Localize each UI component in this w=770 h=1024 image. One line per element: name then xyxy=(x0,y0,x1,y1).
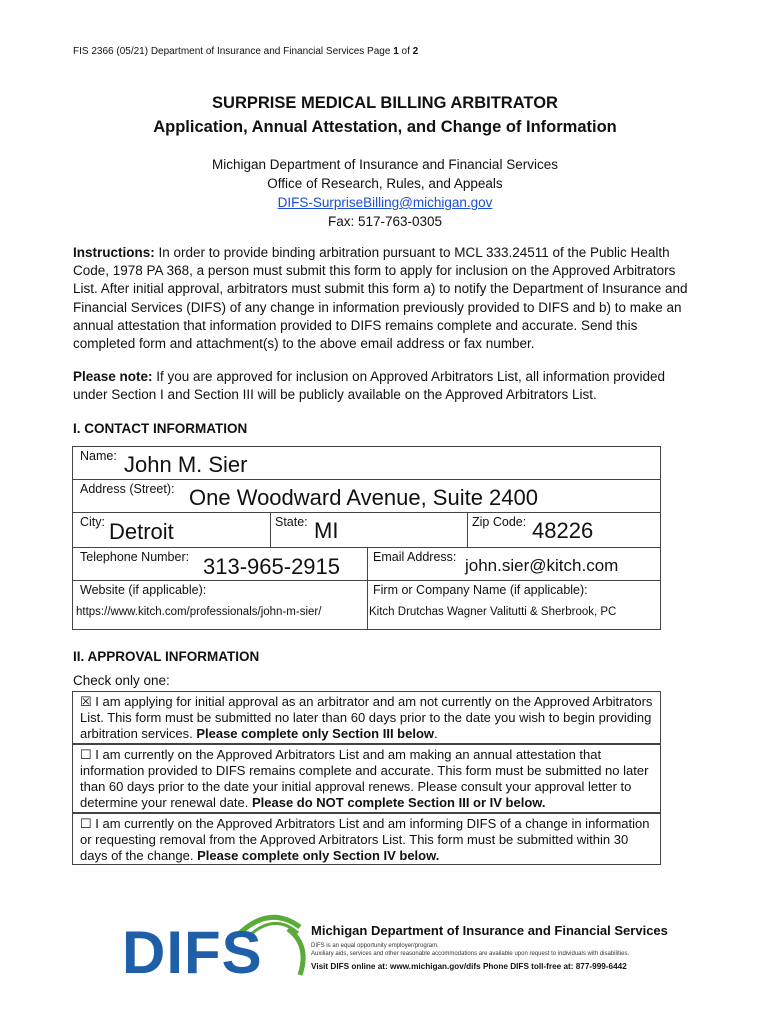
note-paragraph xyxy=(73,368,693,404)
footer-department-name: Michigan Department of Insurance and Financial Services xyxy=(311,923,668,938)
instructions-label: Instructions: xyxy=(73,245,155,260)
agency-email-link[interactable]: DIFS-SurpriseBilling@michigan.gov xyxy=(277,195,493,210)
website-field[interactable]: https://www.kitch.com/professionals/john-m-sier/ xyxy=(76,606,322,618)
city-field[interactable]: Detroit xyxy=(109,519,174,544)
agency-block xyxy=(0,155,770,231)
option-text: I am applying for initial approval as an arbitrator and am not currently on the Approved Arbitrators List. This form must be submitted no later than 60 days prior to the date you wish to begin providing arbitration services. xyxy=(80,694,653,741)
name-label: Name: xyxy=(80,449,117,463)
logo-green-arc xyxy=(288,929,303,975)
table-row-divider xyxy=(73,479,660,480)
page-number: 1 xyxy=(393,46,399,57)
state-label: State: xyxy=(275,515,308,529)
footer-eoe-text: DIFS is an equal opportunity employer/program. xyxy=(311,943,439,949)
phone-label: Telephone Number: xyxy=(80,550,190,564)
city-label: City: xyxy=(80,515,105,529)
zip-label: Zip Code: xyxy=(472,515,527,529)
option-text: I am currently on the Approved Arbitrators List and am informing DIFS of a change in information or requesting removal from the Approved Arbitrators List. This form must be submitted within 30 days of the change. xyxy=(80,816,650,863)
section-2-heading: II. APPROVAL INFORMATION xyxy=(73,649,260,664)
page-of: of xyxy=(398,46,413,57)
agency-fax: Fax: 517-763-0305 xyxy=(327,214,443,229)
zip-field[interactable]: 48226 xyxy=(532,518,594,543)
contact-information-table xyxy=(72,446,661,630)
form-title: SURPRISE MEDICAL BILLING ARBITRATOR xyxy=(212,94,558,112)
note-text: If you are approved for inclusion on Approved Arbitrators List, all information provided under Section I and Section III will be publicly available on the Approved Arbitrators List. xyxy=(73,369,666,403)
approval-option-change xyxy=(72,813,661,865)
footer-visit-text: Visit DIFS online at: www.michigan.gov/difs Phone DIFS toll-free at: 877-999-6442 xyxy=(311,962,627,971)
website-label: Website (if applicable): xyxy=(80,583,207,597)
check-only-one-label: Check only one: xyxy=(73,673,170,688)
table-col-divider xyxy=(270,512,271,547)
instructions-text: In order to provide binding arbitration pursuant to MCL 333.24511 of the Public Health Code, 1978 PA 368, a person must submit this form to apply for inclusion on the Approved Arbitrators List. After initial approval, arbitrators must submit this form a) to notify the Department of Insurance and Financial Services (DIFS) of any change in information previously provided to DIFS and b) to make an annual attestation that information provided to DIFS remains complete and accurate. Send this completed form and attachment(s) to the above email address or fax number. xyxy=(73,245,688,352)
section-1-heading: I. CONTACT INFORMATION xyxy=(73,421,248,436)
change-of-information-checkbox[interactable]: ☐ xyxy=(80,816,92,831)
agency-name: Michigan Department of Insurance and Financial Services xyxy=(212,157,558,172)
firm-label: Firm or Company Name (if applicable): xyxy=(373,583,588,597)
note-label: Please note: xyxy=(73,369,153,384)
difs-logo-text: DIFS xyxy=(122,919,263,986)
option-text: I am currently on the Approved Arbitrators List and am making an annual attestation that information provided to DIFS remains complete and accurate. This form must be submitted no later than 60 days prior to the date your initial approval renews. Please consult your approval letter to determine your renewal date. xyxy=(80,747,649,810)
approval-option-initial xyxy=(72,691,661,744)
initial-approval-checkbox[interactable]: ☒ xyxy=(80,694,92,709)
address-field[interactable]: One Woodward Avenue, Suite 2400 xyxy=(189,485,538,510)
form-subtitle: Application, Annual Attestation, and Change of Information xyxy=(153,118,617,136)
annual-attestation-checkbox[interactable]: ☐ xyxy=(80,747,92,762)
phone-field[interactable]: 313-965-2915 xyxy=(203,554,341,579)
form-id-text: FIS 2366 (05/21) Department of Insurance and Financial Services Page xyxy=(73,46,394,57)
name-field[interactable]: John M. Sier xyxy=(124,452,248,477)
approval-option-annual xyxy=(72,744,661,813)
table-col-divider xyxy=(367,547,368,630)
table-row-divider xyxy=(73,512,660,513)
firm-field[interactable]: Kitch Drutchas Wagner Valitutti & Sherbrook, PC xyxy=(369,606,617,618)
form-header-line xyxy=(73,46,418,57)
option-bold-text: Please complete only Section IV below. xyxy=(197,848,440,863)
agency-office: Office of Research, Rules, and Appeals xyxy=(267,176,503,191)
option-end: . xyxy=(434,726,438,741)
page-total: 2 xyxy=(412,46,419,57)
table-col-divider xyxy=(467,512,468,547)
email-label: Email Address: xyxy=(373,550,457,564)
email-field[interactable]: john.sier@kitch.com xyxy=(465,556,619,575)
instructions-paragraph xyxy=(73,244,693,353)
state-field[interactable]: MI xyxy=(314,518,339,543)
option-bold-text: Please do NOT complete Section III or IV below. xyxy=(251,795,546,810)
footer-aux-text: Auxiliary aids, services and other reasonable accommodations are available upon request to individuals with disabilities. xyxy=(311,951,630,957)
address-label: Address (Street): xyxy=(80,482,175,496)
option-bold-text: Please complete only Section III below xyxy=(196,726,435,741)
